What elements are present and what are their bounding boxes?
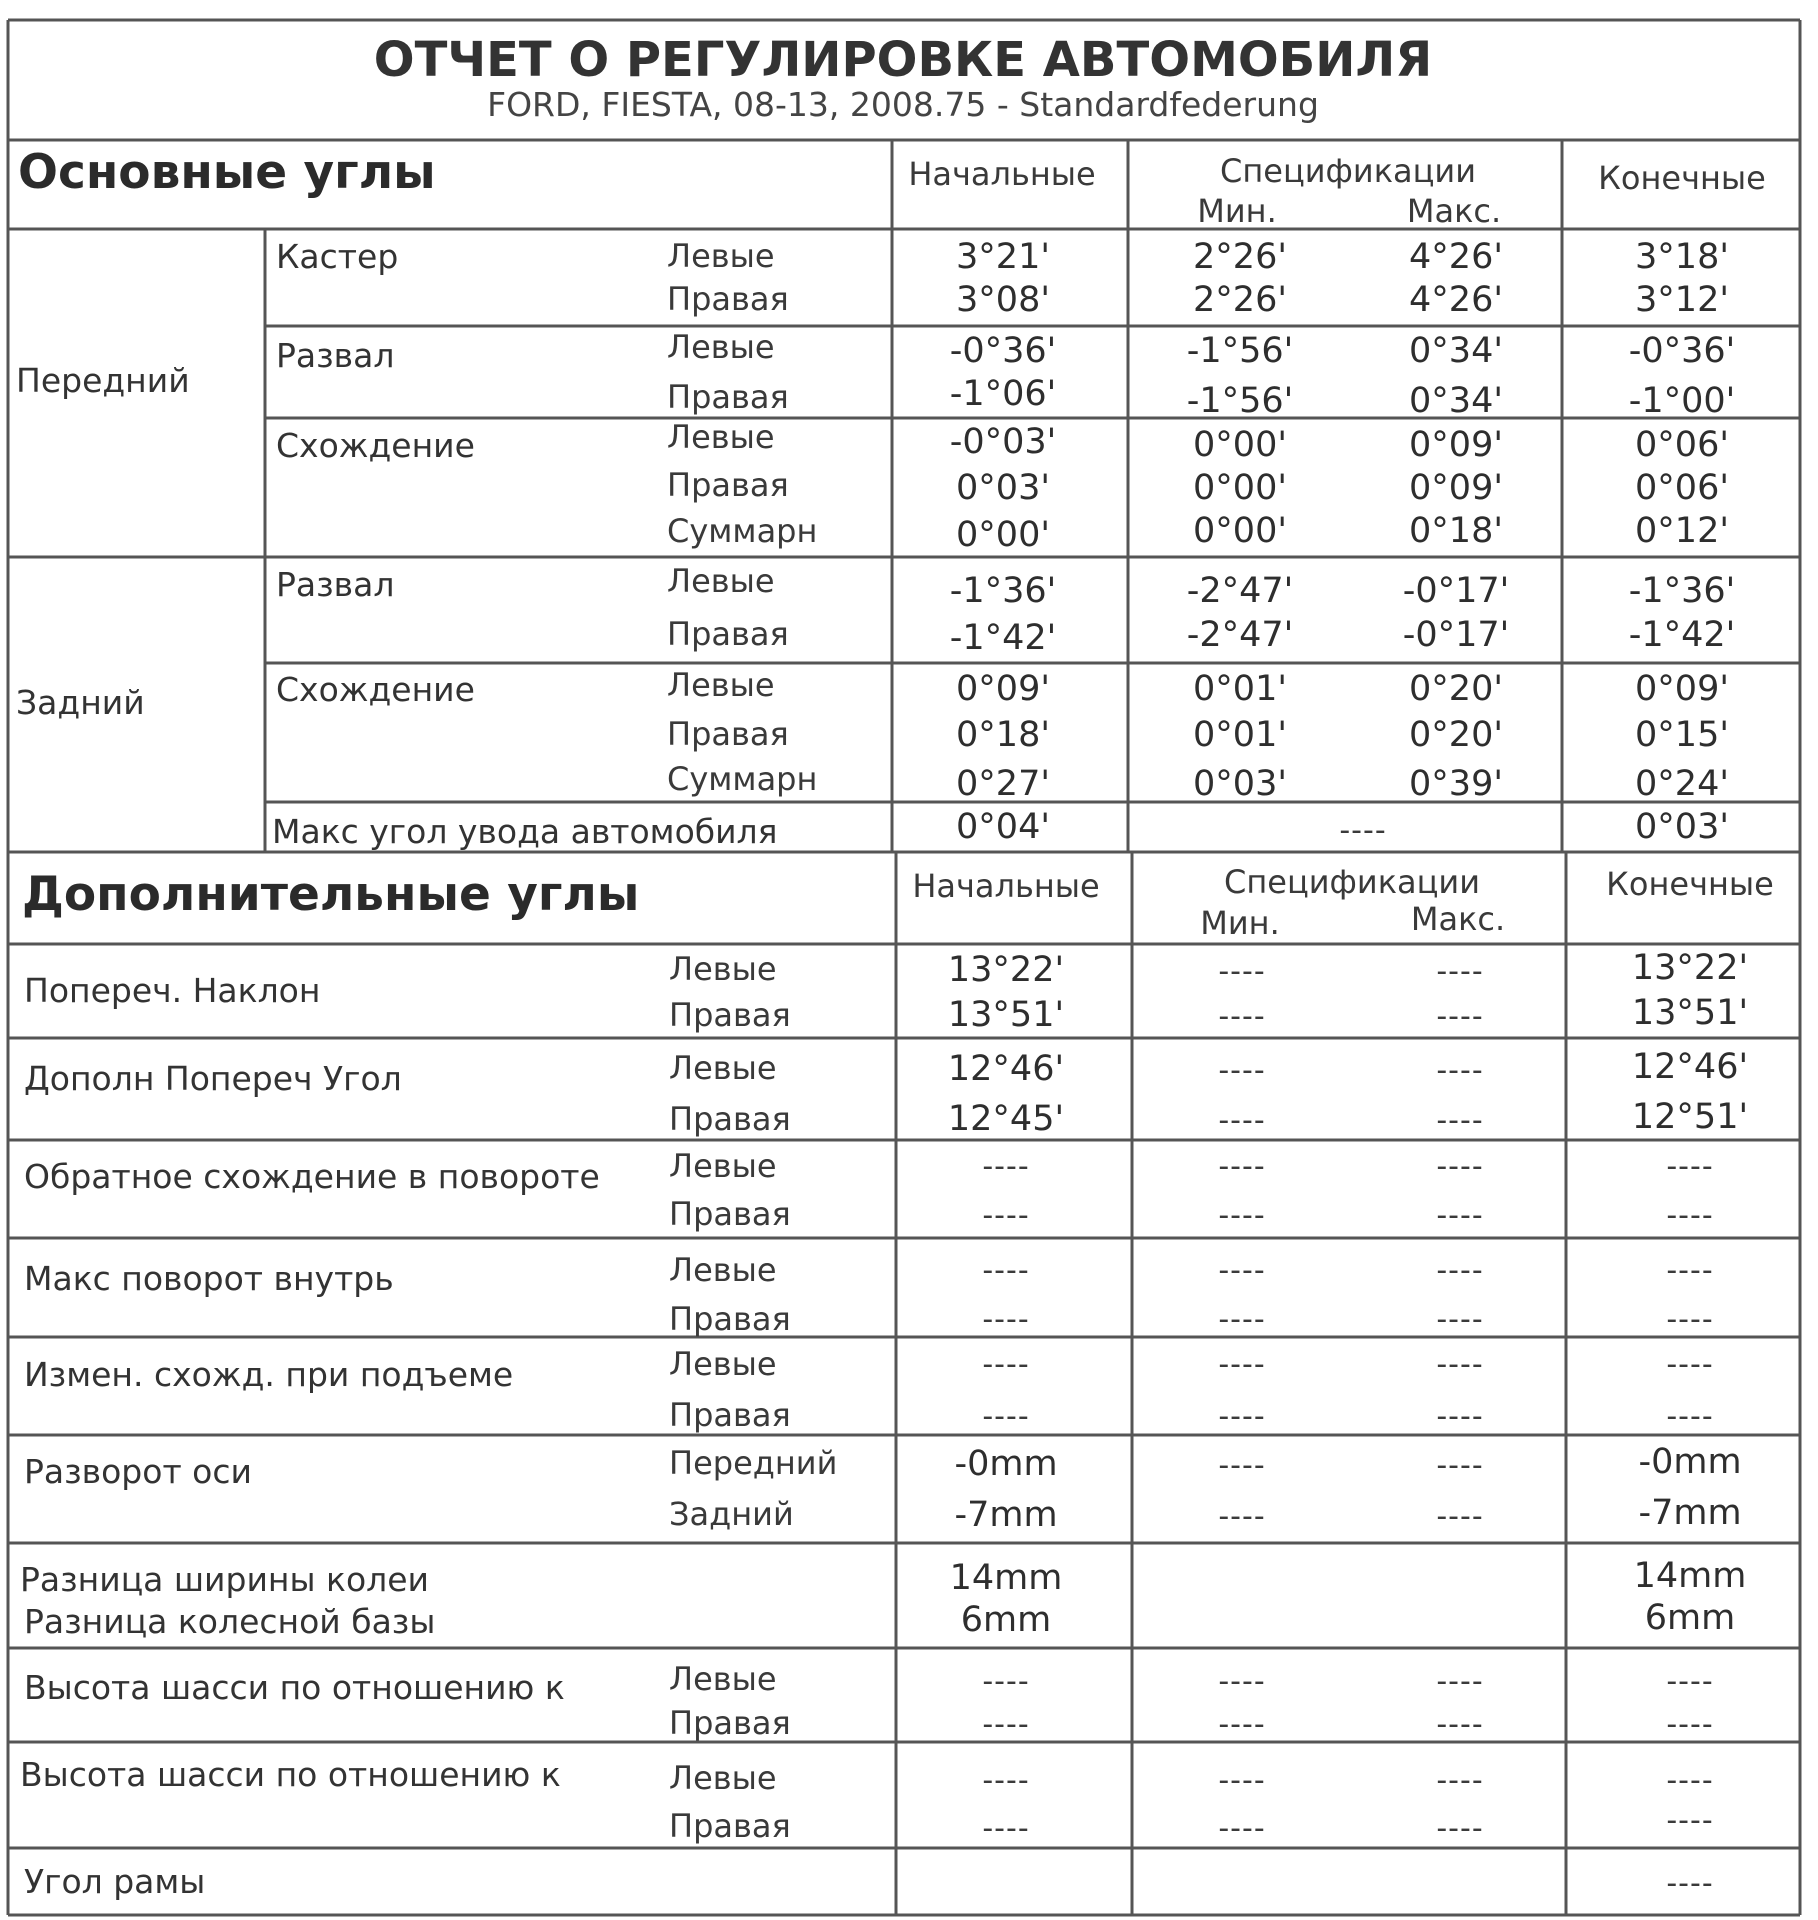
spec-max-value: ---- [1436,1103,1484,1138]
spec-max-value: 4°26' [1409,280,1503,320]
parameter-name: Измен. схожд. при подъеме [24,1355,514,1394]
spec-min-value: -1°56' [1186,331,1294,371]
spec-max-value: ---- [1436,1448,1484,1483]
spec-max-value: ---- [1436,1763,1484,1798]
spec-max-value: ---- [1436,1347,1484,1382]
spec-max-value: 0°34' [1409,381,1503,421]
main-section-title: Основные углы [18,145,436,200]
side-label: Левые [669,950,777,988]
wheelbase-difference-initial: 6mm [960,1600,1052,1640]
initial-value: 13°51' [947,995,1065,1035]
parameter-name: Схождение [276,426,475,465]
side-label: Правая [669,1100,791,1138]
side-label: Левые [667,562,775,600]
spec-max-value: ---- [1436,1811,1484,1846]
final-value: 0°15' [1635,715,1729,755]
side-label: Правая [669,996,791,1034]
final-value: 12°51' [1631,1097,1749,1137]
spec-max-value: -0°17' [1402,571,1510,611]
initial-value: 3°08' [956,280,1050,320]
spec-min-value: ---- [1218,1302,1266,1337]
spec-max-value: 0°34' [1409,331,1503,371]
final-value: 0°06' [1635,468,1729,508]
spec-max-value: ---- [1436,1253,1484,1288]
side-label: Правая [667,280,789,318]
final-value: ---- [1666,1803,1714,1838]
spec-min-value: ---- [1218,954,1266,989]
initial-value: -7mm [954,1495,1058,1535]
spec-max-value: ---- [1436,1198,1484,1233]
initial-value: 12°46' [947,1049,1065,1089]
additional-header-max: Макс. [1410,900,1506,938]
initial-value: -1°06' [949,374,1057,414]
spec-max-value: ---- [1436,1499,1484,1534]
spec-min-value: ---- [1218,1399,1266,1434]
side-label: Левые [669,1759,777,1797]
spec-min-value: ---- [1218,1707,1266,1742]
final-value: ---- [1666,1198,1714,1233]
thrust-final-value: 0°03' [1635,807,1729,847]
track-width-difference-final: 14mm [1633,1556,1747,1596]
front-axle-label: Передний [16,361,190,400]
side-label: Суммарн [667,760,818,798]
final-value: 0°24' [1635,764,1729,804]
parameter-name: Схождение [276,670,475,709]
parameter-name: Дополн Попереч Угол [24,1059,402,1098]
spec-min-value: 0°00' [1193,425,1287,465]
side-label: Левые [667,666,775,704]
report-title: ОТЧЕТ О РЕГУЛИРОВКЕ АВТОМОБИЛЯ [373,32,1433,88]
main-header-max: Макс. [1406,192,1502,230]
final-value: 13°22' [1631,948,1749,988]
side-label: Левые [667,418,775,456]
main-header-final: Конечные [1598,159,1766,197]
final-value: ---- [1666,1664,1714,1699]
main-header-initial: Начальные [908,155,1096,193]
spec-max-value: 0°18' [1409,511,1503,551]
parameter-name: Макс поворот внутрь [24,1259,394,1298]
rear-axle-label: Задний [16,683,145,722]
side-label: Задний [669,1495,794,1533]
spec-min-value: 0°01' [1193,669,1287,709]
initial-value: 0°27' [956,764,1050,804]
initial-value: 13°22' [947,950,1065,990]
main-header-specs: Спецификации [1220,152,1476,190]
chassis-height-label: Высота шасси по отношению к [20,1755,561,1794]
spec-min-value: 0°00' [1193,468,1287,508]
initial-value: ---- [982,1763,1030,1798]
side-label: Правая [667,615,789,653]
initial-value: ---- [982,1664,1030,1699]
spec-min-value: -2°47' [1186,615,1294,655]
spec-min-value: ---- [1218,1664,1266,1699]
initial-value: 0°18' [956,715,1050,755]
initial-value: 0°00' [956,515,1050,555]
spec-max-value: ---- [1436,1302,1484,1337]
additional-header-min: Мин. [1200,904,1280,942]
spec-min-value: -2°47' [1186,571,1294,611]
spec-max-value: ---- [1436,1707,1484,1742]
additional-section-title: Дополнительные углы [22,867,640,922]
side-label: Правая [669,1396,791,1434]
parameter-name: Кастер [276,237,399,276]
spec-min-value: ---- [1218,1763,1266,1798]
additional-header-final: Конечные [1606,865,1774,903]
frame-angle-label: Угол рамы [24,1862,206,1901]
track-width-difference-initial: 14mm [949,1558,1063,1598]
initial-value: ---- [982,1707,1030,1742]
side-label: Левые [669,1345,777,1383]
spec-max-value: ---- [1436,999,1484,1034]
parameter-name: Развал [276,336,395,375]
thrust-initial-value: 0°04' [956,807,1050,847]
side-label: Правая [669,1807,791,1845]
initial-value: 3°21' [956,237,1050,277]
final-value: ---- [1666,1253,1714,1288]
final-value: -7mm [1638,1493,1742,1533]
spec-min-value: 0°03' [1193,764,1287,804]
additional-header-initial: Начальные [912,867,1100,905]
parameter-name: Развал [276,565,395,604]
track-width-difference-label: Разница ширины колеи [20,1560,429,1599]
final-value: ---- [1666,1149,1714,1184]
spec-max-value: ---- [1436,1053,1484,1088]
spec-min-value: ---- [1218,1811,1266,1846]
spec-max-value: 0°09' [1409,468,1503,508]
spec-max-value: ---- [1436,1149,1484,1184]
additional-header-specs: Спецификации [1224,863,1480,901]
final-value: -0°36' [1628,331,1736,371]
final-value: ---- [1666,1347,1714,1382]
side-label: Левые [669,1660,777,1698]
spec-max-value: ---- [1436,1664,1484,1699]
spec-min-value: ---- [1218,1499,1266,1534]
spec-min-value: -1°56' [1186,381,1294,421]
final-value: 12°46' [1631,1047,1749,1087]
parameter-name: Разворот оси [24,1452,252,1491]
spec-min-value: 2°26' [1193,280,1287,320]
side-label: Правая [669,1300,791,1338]
initial-value: 12°45' [947,1099,1065,1139]
spec-min-value: ---- [1218,1103,1266,1138]
chassis-height-label: Высота шасси по отношению к [24,1668,565,1707]
final-value: 3°12' [1635,280,1729,320]
spec-max-value: 0°09' [1409,425,1503,465]
final-value: 13°51' [1631,993,1749,1033]
final-value: ---- [1666,1763,1714,1798]
frame-angle-final-value: ---- [1666,1866,1714,1901]
spec-min-value: ---- [1218,1448,1266,1483]
side-label: Левые [667,237,775,275]
initial-value: 0°03' [956,468,1050,508]
thrust-angle-label: Макс угол увода автомобиля [272,812,778,851]
side-label: Правая [669,1704,791,1742]
side-label: Суммарн [667,512,818,550]
initial-value: 0°09' [956,669,1050,709]
spec-max-value: ---- [1436,954,1484,989]
initial-value: -0°03' [949,422,1057,462]
parameter-name: Попереч. Наклон [24,971,321,1010]
spec-min-value: 0°01' [1193,715,1287,755]
final-value: -1°00' [1628,381,1736,421]
spec-min-value: ---- [1218,1253,1266,1288]
side-label: Левые [669,1147,777,1185]
spec-min-value: ---- [1218,1149,1266,1184]
wheelbase-difference-final: 6mm [1644,1598,1736,1638]
side-label: Левые [667,328,775,366]
final-value: 3°18' [1635,237,1729,277]
side-label: Правая [669,1195,791,1233]
thrust-spec-value: ---- [1339,813,1387,848]
initial-value: ---- [982,1198,1030,1233]
spec-max-value: 0°20' [1409,669,1503,709]
initial-value: -1°42' [949,618,1057,658]
spec-max-value: 4°26' [1409,237,1503,277]
initial-value: -1°36' [949,571,1057,611]
final-value: 0°09' [1635,669,1729,709]
report-subtitle: FORD, FIESTA, 08-13, 2008.75 - Standardfederung [487,85,1319,124]
final-value: ---- [1666,1302,1714,1337]
initial-value: ---- [982,1347,1030,1382]
spec-min-value: ---- [1218,1347,1266,1382]
final-value: 0°06' [1635,425,1729,465]
final-value: ---- [1666,1399,1714,1434]
spec-min-value: ---- [1218,1198,1266,1233]
initial-value: ---- [982,1302,1030,1337]
final-value: ---- [1666,1707,1714,1742]
final-value: -0mm [1638,1442,1742,1482]
side-label: Правая [667,378,789,416]
spec-min-value: 2°26' [1193,237,1287,277]
spec-min-value: ---- [1218,999,1266,1034]
side-label: Правая [667,466,789,504]
spec-max-value: -0°17' [1402,615,1510,655]
side-label: Правая [667,715,789,753]
main-header-min: Мин. [1197,192,1277,230]
side-label: Передний [669,1444,838,1482]
side-label: Левые [669,1049,777,1087]
side-label: Левые [669,1251,777,1289]
initial-value: ---- [982,1253,1030,1288]
wheelbase-difference-label: Разница колесной базы [24,1602,436,1641]
spec-min-value: 0°00' [1193,511,1287,551]
spec-max-value: 0°39' [1409,764,1503,804]
initial-value: -0mm [954,1444,1058,1484]
parameter-name: Обратное схождение в повороте [24,1157,600,1196]
spec-max-value: ---- [1436,1399,1484,1434]
spec-max-value: 0°20' [1409,715,1503,755]
final-value: 0°12' [1635,511,1729,551]
final-value: -1°42' [1628,615,1736,655]
initial-value: -0°36' [949,331,1057,371]
spec-min-value: ---- [1218,1053,1266,1088]
initial-value: ---- [982,1811,1030,1846]
final-value: -1°36' [1628,571,1736,611]
initial-value: ---- [982,1149,1030,1184]
initial-value: ---- [982,1399,1030,1434]
